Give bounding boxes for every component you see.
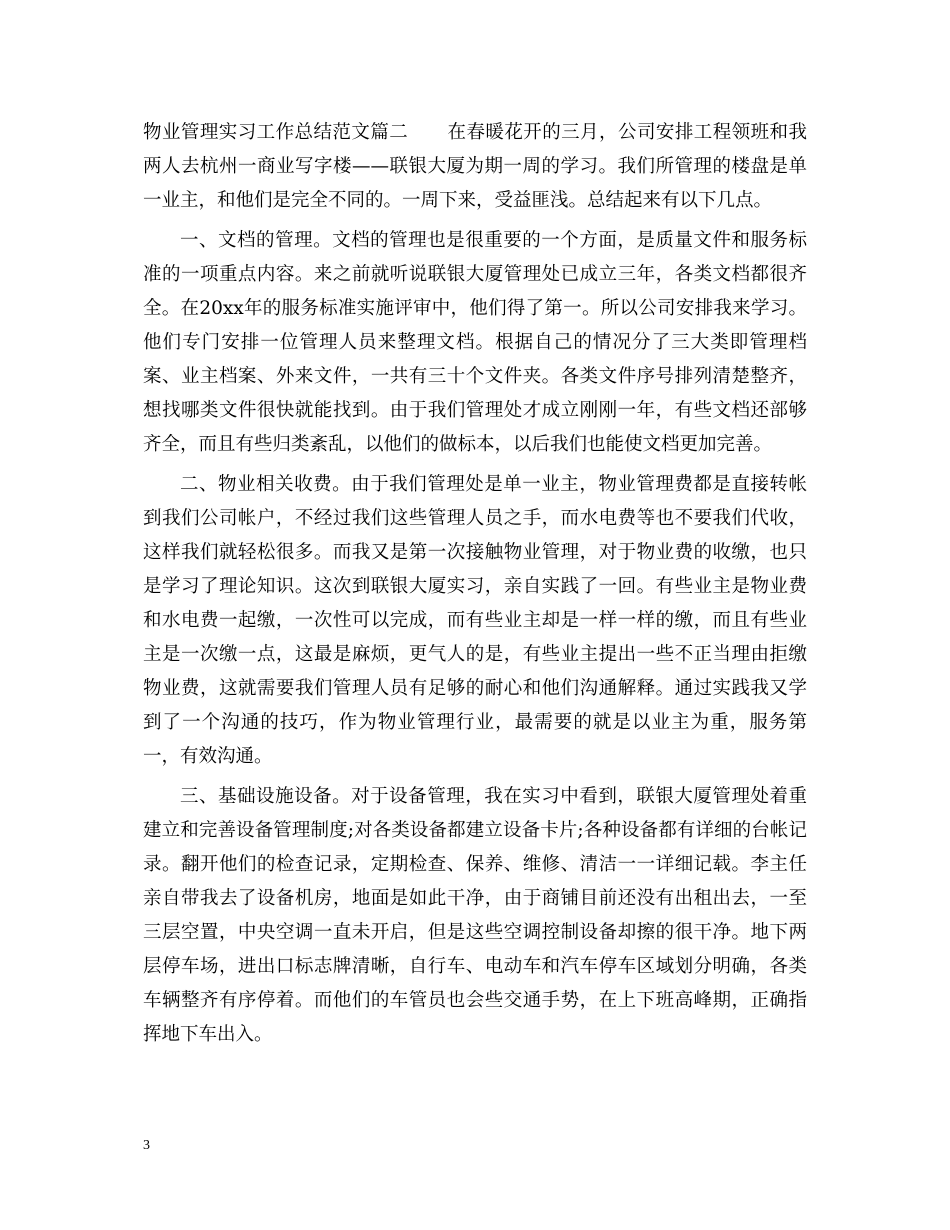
paragraph-property-fees: 二、物业相关收费。由于我们管理处是单一业主，物业管理费都是直接转帐到我们公司帐户，不经过我们这些管理人员之手，而水电费等也不要我们代收，这样我们就轻松很多。而我又是第一次接触物业管理，对于物业费的收缴，也只是学习了理论知识。这次到联银大厦实习，亲自实践了一回。有些业主是物业费和水电费一起缴，一次性可以完成，而有些业主却是一样一样的缴，而且有些业主是一次缴一点，这最是麻烦，更气人的是，有些业主提出一些不正当理由拒缴物业费，这就需要我们管理人员有足够的耐心和他们沟通解释。通过实践我又学到了一个沟通的技巧，作为物业管理行业，最需要的就是以业主为重，服务第一，有效沟通。: [143, 474, 807, 767]
document-body: [143, 116, 807, 1052]
paragraph-document-management: 一、文档的管理。文档的管理也是很重要的一个方面，是质量文件和服务标准的一项重点内容。来之前就听说联银大厦管理处已成立三年，各类文档都很齐全。在20xx年的服务标准实施评审中，他们得了第一。所以公司安排我来学习。他们专门安排一位管理人员来整理文档。根据自己的情况分了三大类即管理档案、业主档案、外来文件，一共有三十个文件夹。各类文件序号排列清楚整齐，想找哪类文件很快就能找到。由于我们管理处才成立刚刚一年，有些文档还部够齐全，而且有些归类紊乱，以他们的做标本，以后我们也能使文档更加完善。: [143, 230, 807, 455]
paragraph-facilities-equipment: 三、基础设施设备。对于设备管理，我在实习中看到，联银大厦管理处着重建立和完善设备管理制度;对各类设备都建立设备卡片;各种设备都有详细的台帐记录。翻开他们的检查记录，定期检查、保养、维修、清洁一一详细记载。李主任亲自带我去了设备机房，地面是如此干净，由于商铺目前还没有出租出去，一至三层空置，中央空调一直未开启，但是这些空调控制设备却擦的很干净。地下两层停车场，进出口标志牌清晰，自行车、电动车和汽车停车区域划分明确，各类车辆整齐有序停着。而他们的车管员也会些交通手势，在上下班高峰期，正确指挥地下车出入。: [143, 786, 807, 1045]
intro-text: 在春暖花开的三月，公司安排工程领班和我两人去杭州一商业写字楼——联银大厦为期一周的学习。我们所管理的楼盘是单一业主，和他们是完全不同的。一周下来，受益匪浅。总结起来有以下几点。: [143, 122, 807, 211]
opening-paragraph: [143, 116, 807, 218]
document-title: 物业管理实习工作总结范文篇二: [143, 122, 409, 143]
page-number: 3: [143, 1138, 150, 1153]
